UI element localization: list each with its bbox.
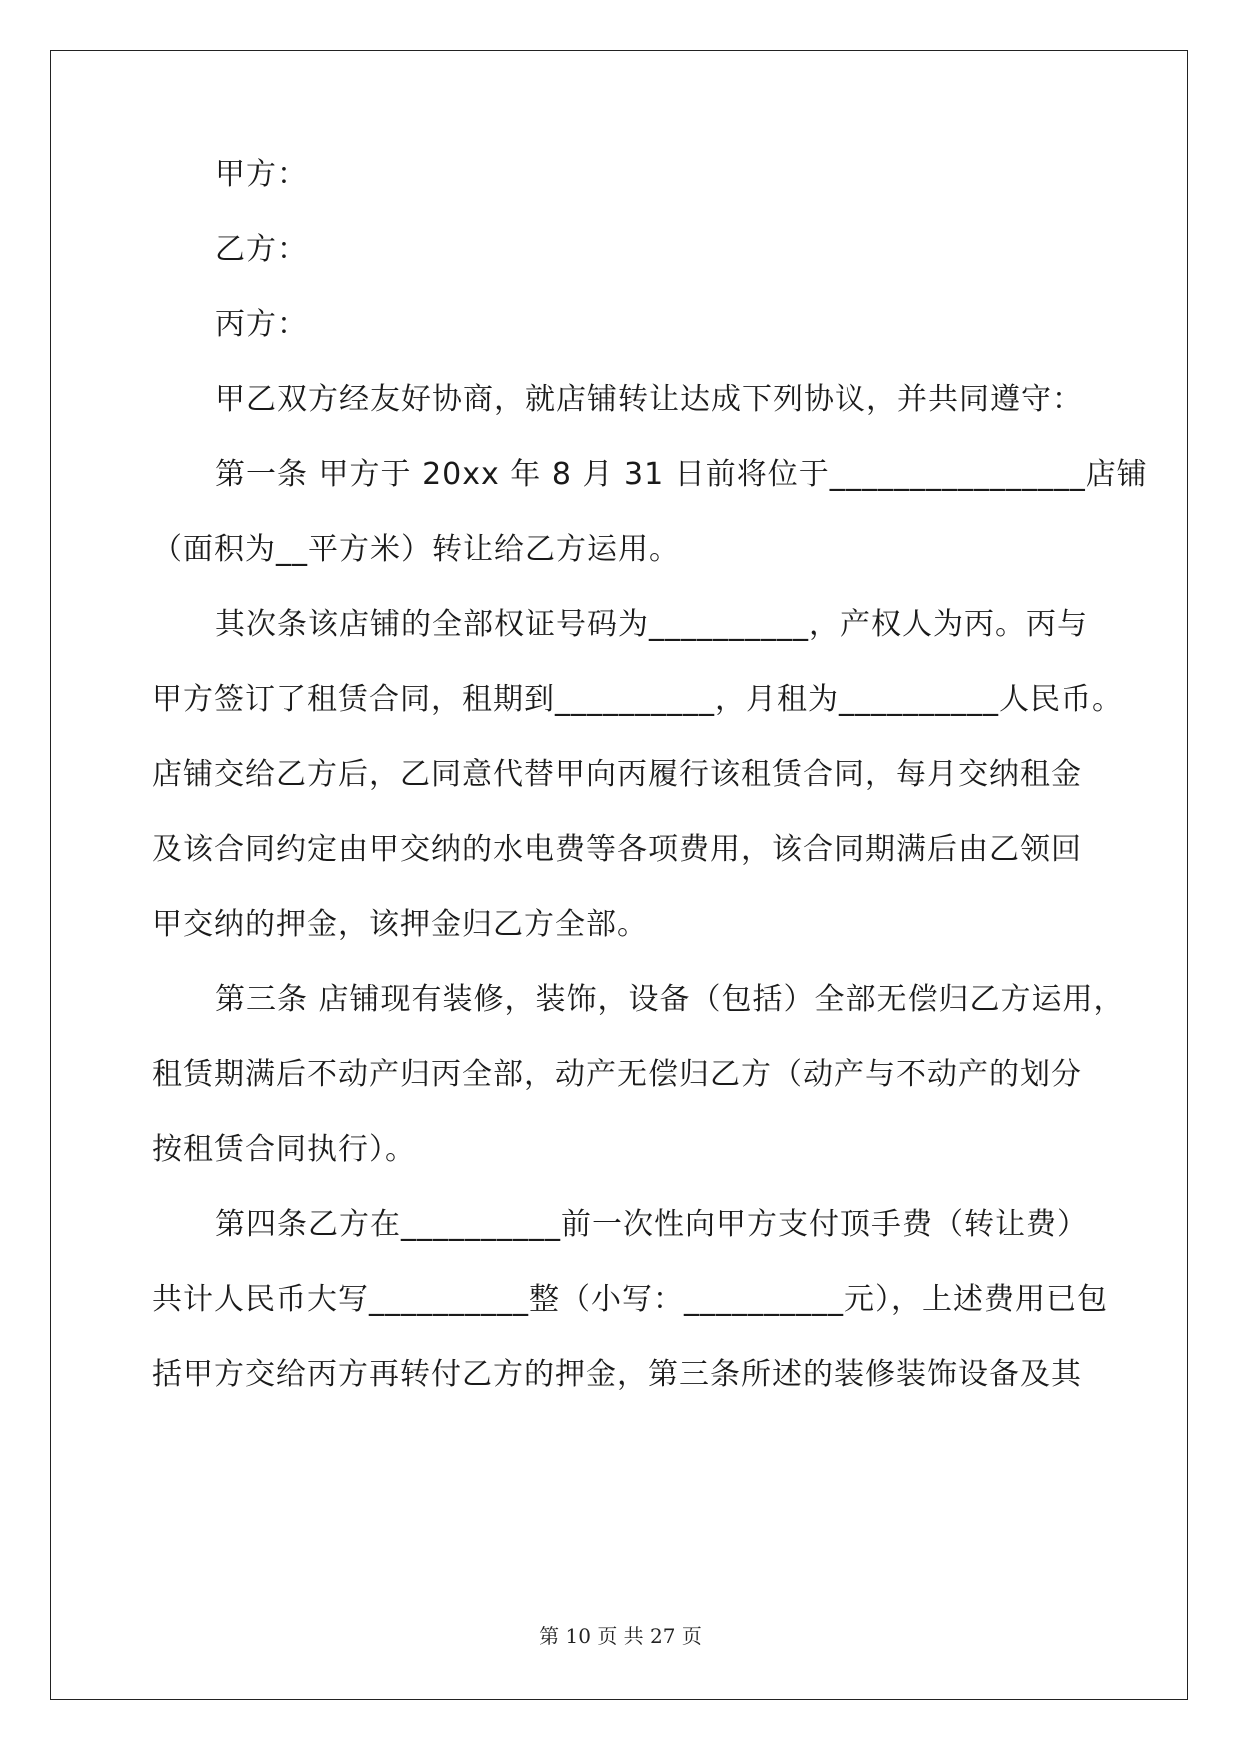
article-1-line-2: （面积为__平方米）转让给乙方运用。 <box>152 532 680 567</box>
intro-paragraph: 甲乙双方经友好协商，就店铺转让达成下列协议，并共同遵守： <box>215 382 1083 417</box>
article-1-line-1: 第一条 甲方于 20xx 年 8 月 31 日前将位于________________店铺 <box>215 457 1148 492</box>
article-2-line-4: 及该合同约定由甲交纳的水电费等各项费用，该合同期满后由乙领回 <box>152 832 1082 867</box>
article-4-line-3: 括甲方交给丙方再转付乙方的押金，第三条所述的装修装饰设备及其 <box>152 1357 1082 1392</box>
article-4-line-1: 第四条乙方在__________前一次性向甲方支付顶手费（转让费） <box>215 1207 1088 1242</box>
article-2-line-1: 其次条该店铺的全部权证号码为__________，产权人为丙。丙与 <box>215 607 1088 642</box>
article-3-line-2: 租赁期满后不动产归丙全部，动产无偿归乙方（动产与不动产的划分 <box>152 1057 1082 1092</box>
article-2-line-3: 店铺交给乙方后，乙同意代替甲向丙履行该租赁合同，每月交纳租金 <box>152 757 1082 792</box>
article-2-line-2: 甲方签订了租赁合同，租期到__________，月租为__________人民币。 <box>152 682 1123 717</box>
article-3-line-1: 第三条 店铺现有装修，装饰，设备（包括）全部无偿归乙方运用， <box>215 982 1125 1017</box>
page-number-footer: 第 10 页 共 27 页 <box>539 1624 702 1648</box>
party-b-line: 乙方： <box>215 232 308 267</box>
article-3-line-3: 按租赁合同执行）。 <box>152 1132 416 1167</box>
party-c-line: 丙方： <box>215 307 308 342</box>
party-a-line: 甲方： <box>215 157 308 192</box>
page-border <box>50 50 1188 1700</box>
article-4-line-2: 共计人民币大写__________整（小写：__________元），上述费用已包 <box>152 1282 1108 1317</box>
article-2-line-5: 甲交纳的押金，该押金归乙方全部。 <box>152 907 648 942</box>
